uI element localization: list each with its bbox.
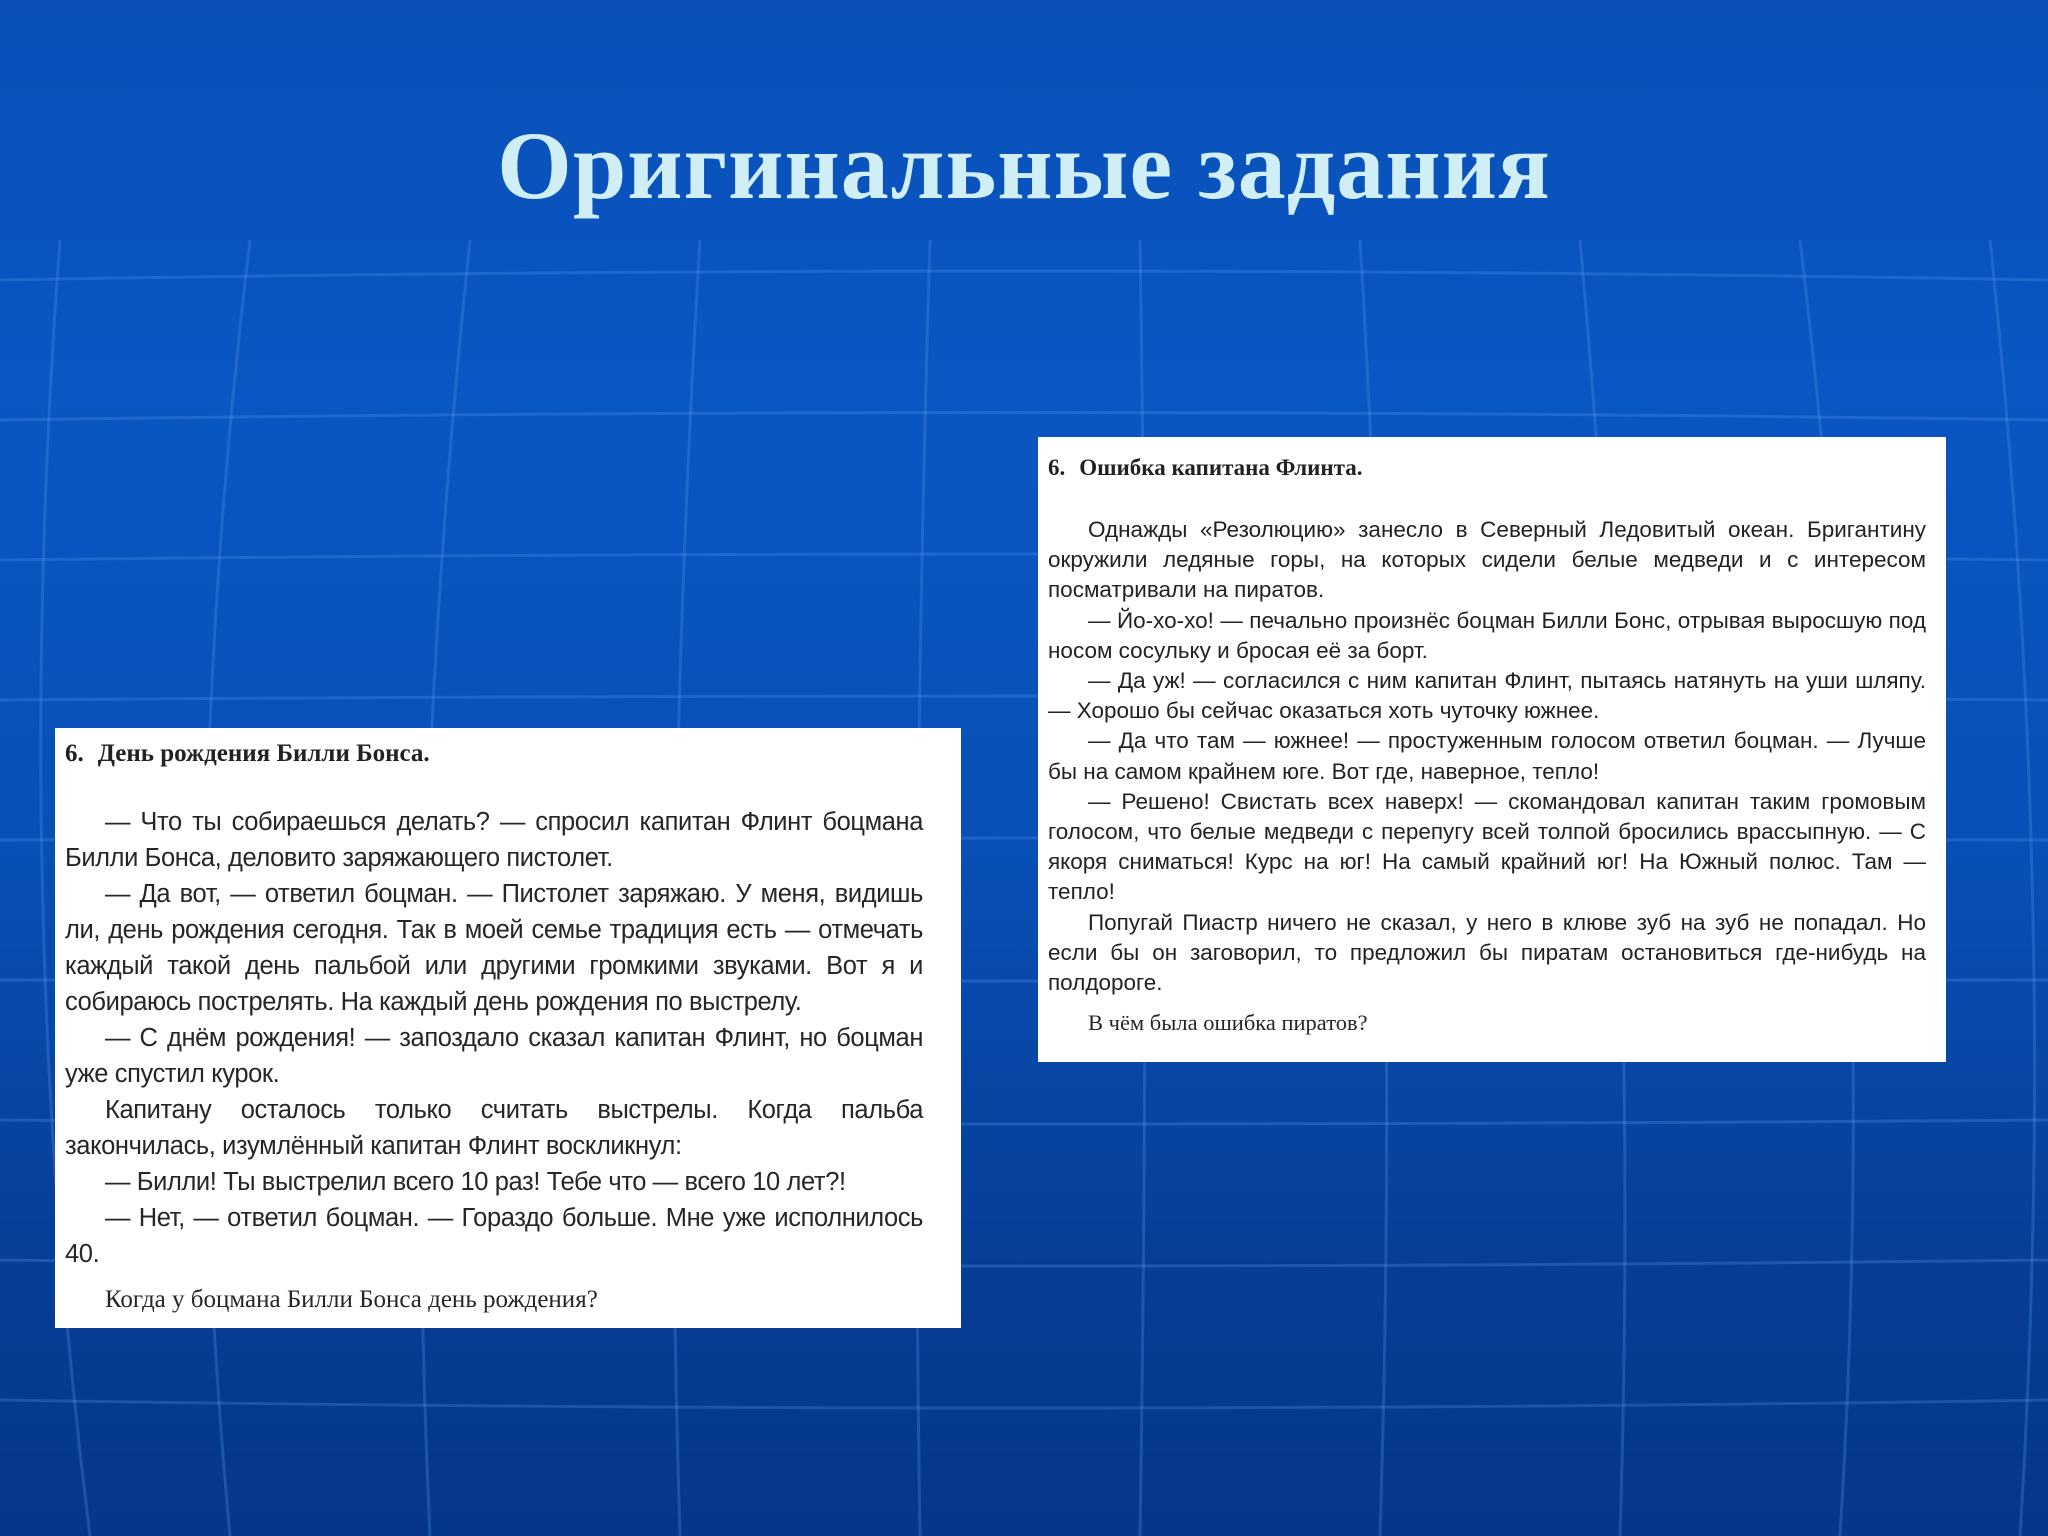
card-title — [65, 740, 923, 768]
card-title — [1048, 455, 1926, 481]
task-card-flint-mistake — [1038, 437, 1946, 1062]
paragraph: Попугай Пиастр ничего не сказал, у него в клюве зуб на зуб не попадал. Но если бы он заговорил, то предложил бы пиратам остановиться где-нибудь на полдороге. — [1048, 909, 1926, 996]
task-title: Ошибка капитана Флинта. — [1079, 455, 1363, 480]
paragraph: — С днём рождения! — запоздало сказал капитан Флинт, но боцман уже спустил курок. — [65, 1024, 923, 1088]
paragraph: — Йо-хо-хо! — печально произнёс боцман Билли Бонс, отрывая выросшую под носом сосульку и бросая её за борт. — [1048, 607, 1926, 663]
task-number: 6. — [1048, 455, 1066, 480]
slide-title: Оригинальные задания — [497, 112, 1551, 219]
task-question: Когда у боцмана Билли Бонса день рождения? — [105, 1286, 598, 1313]
paragraph: — Да вот, — ответил боцман. — Пистолет заряжаю. У меня, видишь ли, день рождения сегодня. Так в моей семье традиция есть — отмечать каждый такой день пальбой или другими громкими звуками. Вот я и собираюсь пострелять. На каждый день рождения по выстрелу. — [65, 880, 923, 1016]
task-card-billy-bones-birthday — [55, 728, 961, 1328]
paragraph: — Да что там — южнее! — простуженным голосом ответил боцман. — Лучше бы на самом крайнем юге. Вот где, наверное, тепло! — [1048, 728, 1926, 784]
paragraph: — Решено! Свистать всех наверх! — скомандовал капитан таким громовым голосом, что белые медведи с перепугу всей толпой бросились врассыпную. — С якоря сниматься! Курс на юг! На самый крайний юг! На Южный полюс. Там — тепло! — [1048, 788, 1926, 905]
task-question: В чём была ошибка пиратов? — [1088, 1010, 1368, 1036]
task-title: День рождения Билли Бонса. — [97, 740, 430, 767]
paragraph: Капитану осталось только считать выстрелы. Когда пальба закончилась, изумлённый капитан Флинт воскликнул: — [65, 1096, 923, 1160]
paragraph: — Да уж! — согласился с ним капитан Флинт, пытаясь натянуть на уши шляпу. — Хорошо бы сейчас оказаться хоть чуточку южнее. — [1048, 668, 1926, 724]
paragraph: Однажды «Резолюцию» занесло в Северный Ледовитый океан. Бригантину окружили ледяные горы, на которых сидели белые медведи и с интересом посматривали на пиратов. — [1048, 517, 1926, 603]
paragraph: — Билли! Ты выстрелил всего 10 раз! Тебе что — всего 10 лет?! — [105, 1168, 846, 1196]
paragraph: — Что ты собираешься делать? — спросил капитан Флинт боцмана Билли Бонса, деловито заряжающего пистолет. — [65, 808, 923, 872]
task-number: 6. — [65, 740, 84, 767]
paragraph: — Нет, — ответил боцман. — Гораздо больше. Мне уже исполнилось 40. — [65, 1204, 923, 1268]
